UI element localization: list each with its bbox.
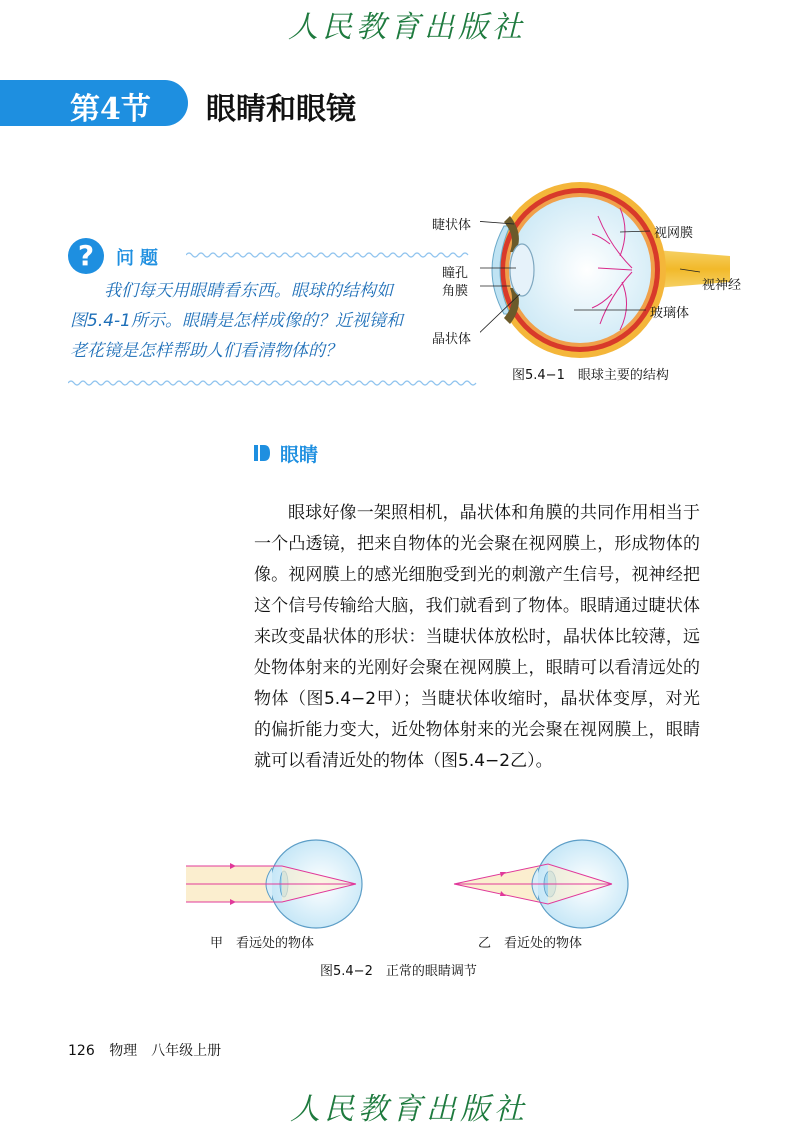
far-vision-caption: 甲 看远处的物体 xyxy=(210,936,315,951)
section-number: 第4节 xyxy=(70,92,151,127)
section-marker-icon xyxy=(254,444,270,462)
lens-shape xyxy=(510,244,534,296)
near-vision-caption: 乙 看近处的物体 xyxy=(478,936,583,951)
page-footer xyxy=(68,1040,221,1060)
question-text xyxy=(70,276,406,366)
figure-2-caption: 图5.4−2 正常的眼睛调节 xyxy=(320,964,477,979)
label-lens: 晶状体 xyxy=(432,332,472,347)
question-bottom-wave xyxy=(68,378,478,388)
publisher-logo-bottom: 人民教育出版社 xyxy=(290,1092,528,1127)
label-pupil: 瞳孔 xyxy=(442,266,469,281)
publisher-logo-top: 人民教育出版社 xyxy=(288,10,526,45)
label-optic-nerve: 视神经 xyxy=(702,278,742,293)
page-number: 126 xyxy=(68,1043,95,1059)
section-title: 眼睛和眼镜 xyxy=(206,92,356,127)
eye-heading: 眼睛 xyxy=(280,444,319,466)
book-title: 物理 八年级上册 xyxy=(109,1043,222,1059)
body-paragraph: 眼球好像一架照相机，晶状体和角膜的共同作用相当于一个凸透镜，把来自物体的光会聚在视网膜上，形成物体的像。视网膜上的感光细胞受到光的刺激产生信号，视神经把这个信号传输给大脑，我们就看到了物体。眼睛通过睫状体来改变晶状体的形状：当睫状体放松时，晶状体比较薄，远处物体射来的光刚好会聚在视网膜上，眼睛可以看清远处的物体（图5.4−2甲）；当睫状体收缩时，晶状体变厚，对光的偏折能力变大，近处物体射来的光会聚在视网膜上，眼睛就可以看清近处的物体（图5.4−2乙）。 xyxy=(254,503,700,771)
label-retina: 视网膜 xyxy=(654,226,694,241)
near-vision-diagram xyxy=(452,838,632,934)
eye-structure-diagram xyxy=(480,176,740,372)
question-top-wave xyxy=(186,250,476,260)
body-text xyxy=(254,498,700,777)
label-ciliary: 睫状体 xyxy=(432,218,472,233)
far-vision-diagram xyxy=(186,838,366,934)
label-vitreous: 玻璃体 xyxy=(650,306,690,321)
label-cornea: 角膜 xyxy=(442,284,469,299)
question-paragraph: 我们每天用眼睛看东西。眼球的结构如图5.4-1所示。眼睛是怎样成像的？近视镜和老花镜是怎样帮助人们看清物体的？ xyxy=(70,281,403,361)
figure-1-caption: 图5.4−1 眼球主要的结构 xyxy=(512,368,669,383)
question-label: 问题 xyxy=(116,248,164,269)
question-icon: ? xyxy=(68,238,104,274)
